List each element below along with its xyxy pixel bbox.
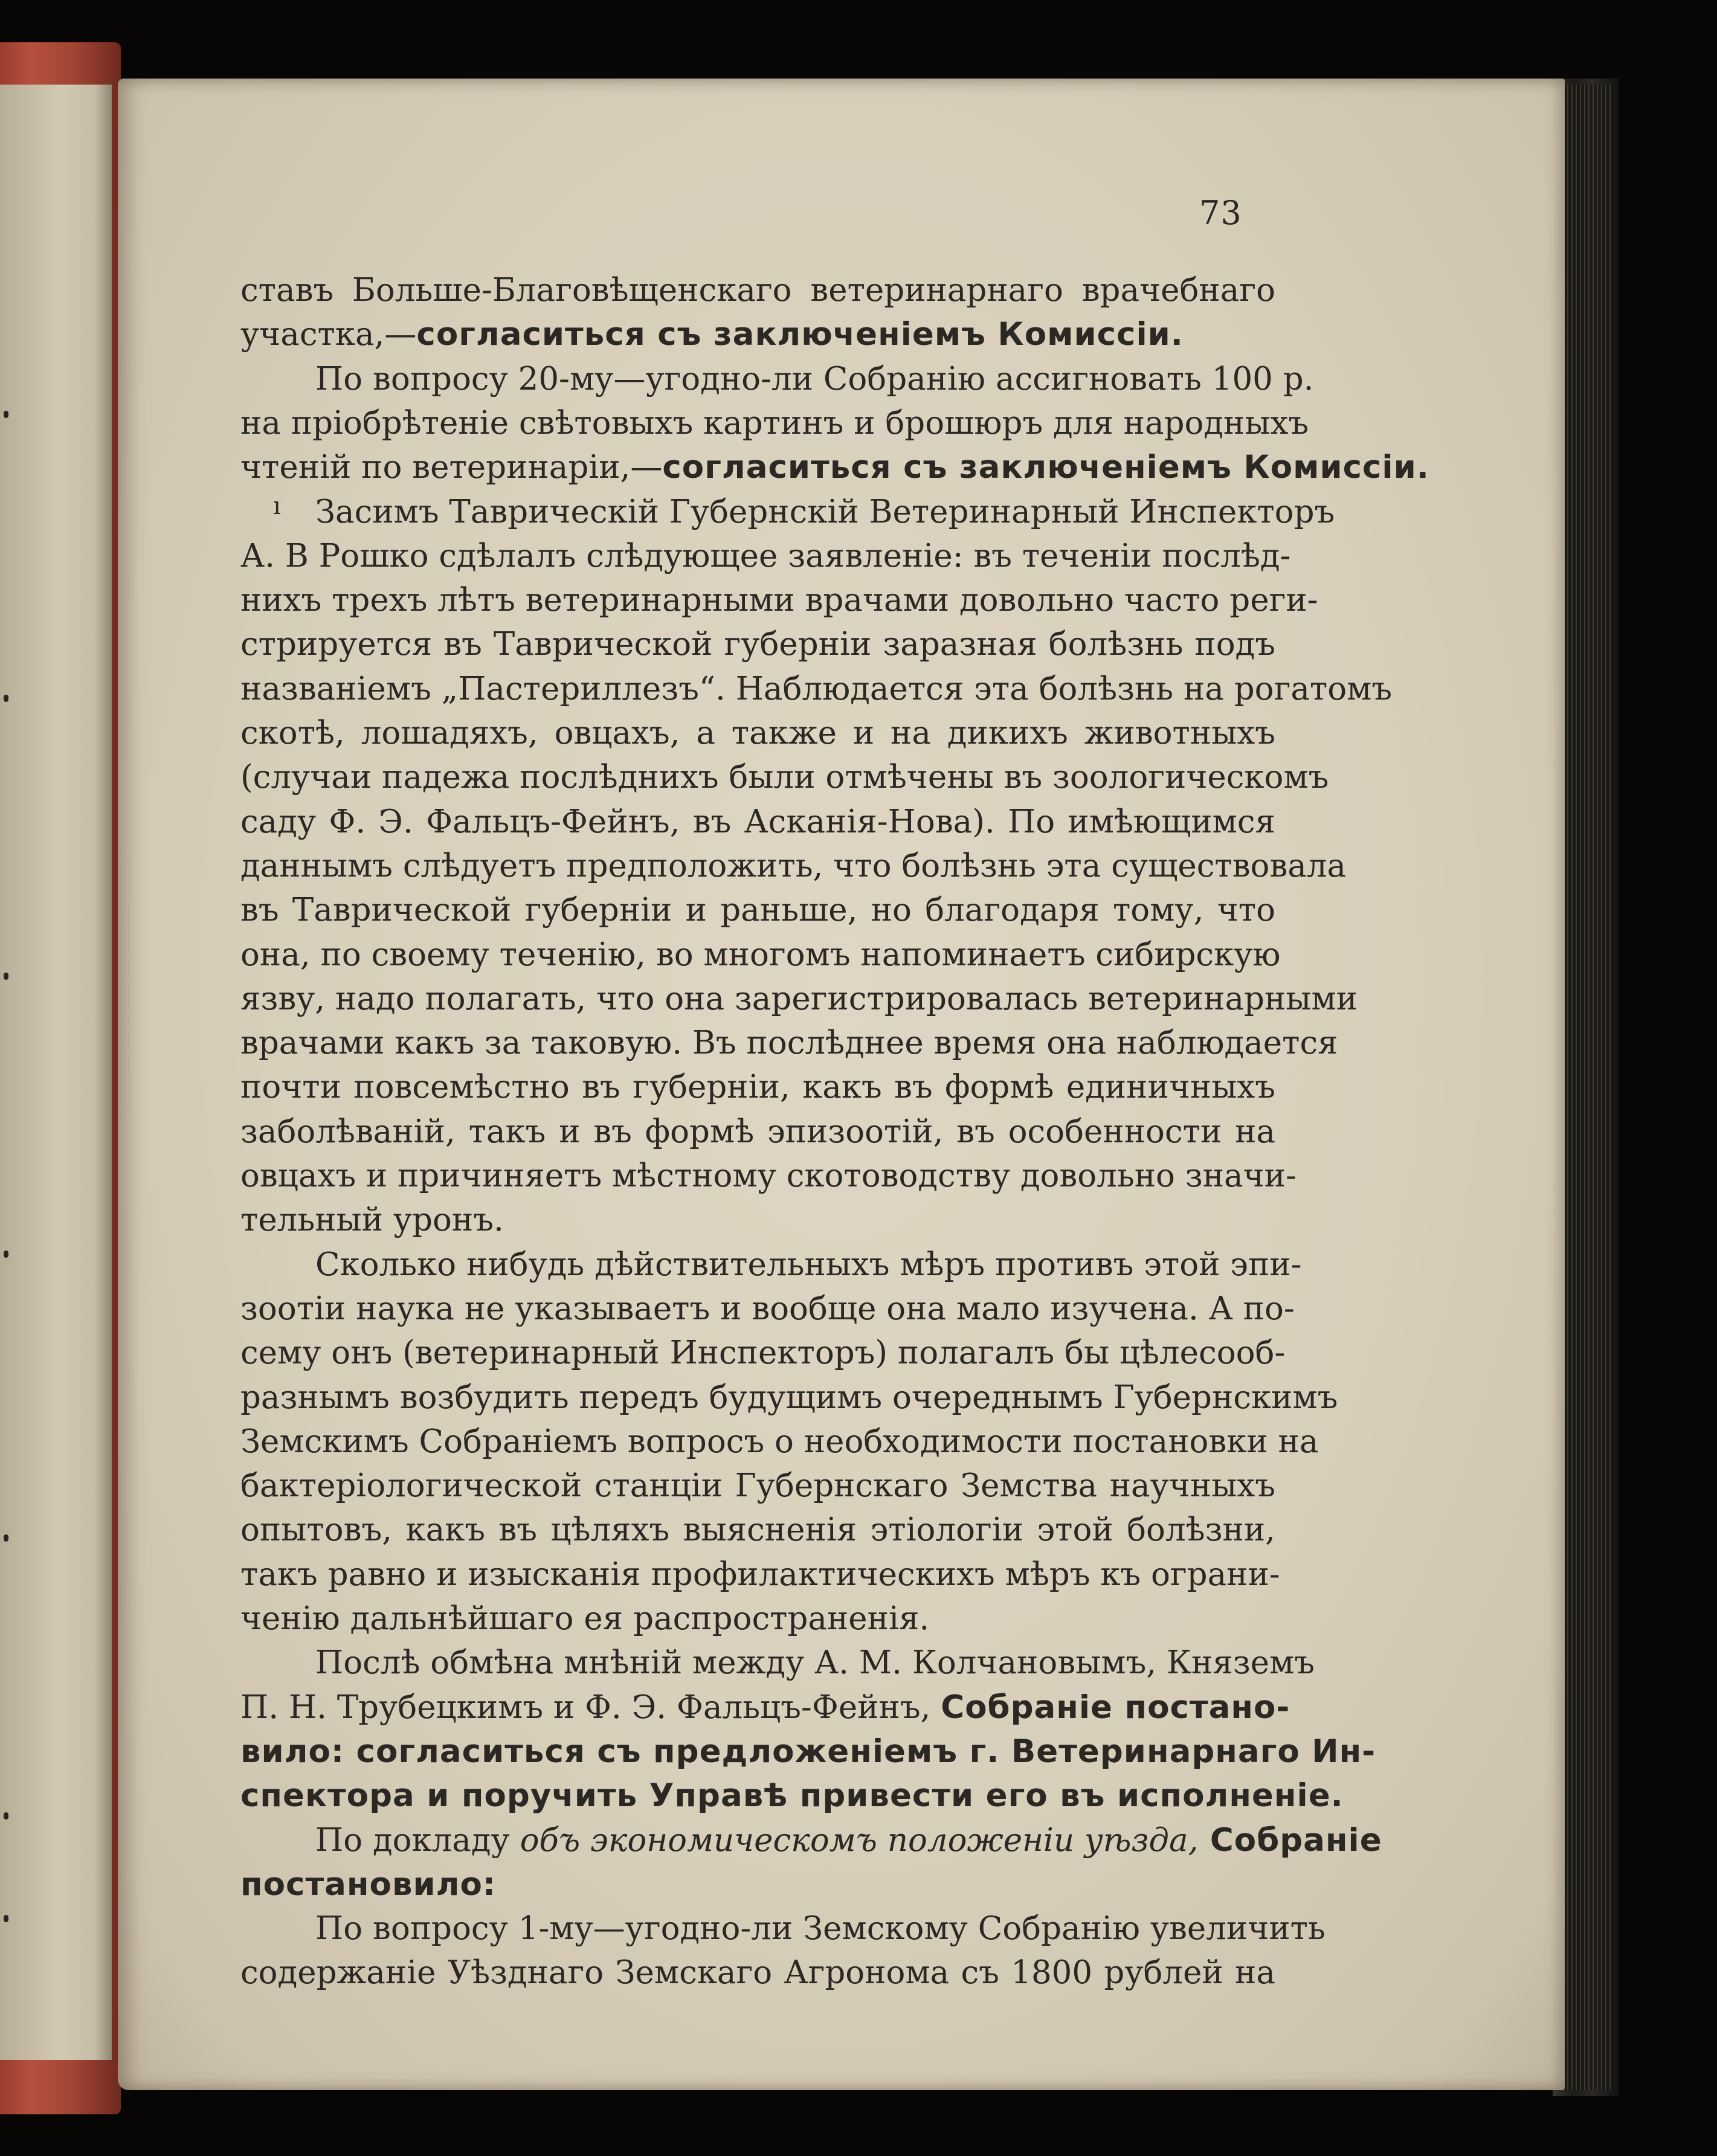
text-line (240, 1554, 1280, 1596)
text-line (240, 1066, 1275, 1109)
text-line (240, 1332, 1286, 1374)
text-line (240, 801, 1275, 843)
body-text: опытовъ, какъ въ цѣляхъ выясненія этіологіи этой болѣзни, (240, 1511, 1275, 1548)
text-line (315, 1642, 1315, 1684)
body-text: сему онъ (ветеринарный Инспекторъ) полагалъ бы цѣлесооб- (240, 1334, 1286, 1371)
text-line (240, 535, 1291, 578)
body-text: скотѣ, лошадяхъ, овцахъ, а также и на дикихъ животныхъ (240, 715, 1275, 751)
body-text: По вопросу 20-му—угодно-ли Собранію ассигновать 100 р. (315, 361, 1314, 397)
text-line (240, 1775, 1344, 1817)
text-line (240, 712, 1275, 755)
body-text: язву, надо полагать, что она зарегистрировалась ветеринарными (240, 980, 1358, 1017)
text-line (315, 1244, 1302, 1286)
text-line (240, 668, 1393, 710)
body-text: заболѣваній, такъ и въ формѣ эпизоотій, въ особенности на (240, 1113, 1275, 1150)
body-text: П. Н. Трубецкимъ и Ф. Э. Фальцъ-Фейнъ, (240, 1689, 941, 1726)
left-page-edge (0, 85, 112, 2060)
body-text: А. В Рошко сдѣлалъ слѣдующее заявленіе: въ теченіи послѣд- (240, 538, 1291, 574)
body-text: По вопросу 1-му—угодно-ли Земскому Собранію увеличить (315, 1910, 1326, 1947)
body-text: названіемъ „Пастериллезъ“. Наблюдается эта болѣзнь на рогатомъ (240, 671, 1393, 707)
body-text: тельный уронъ. (240, 1202, 504, 1238)
text-line (240, 1199, 1275, 1241)
body-text: бактеріологической станціи Губернскаго Земства научныхъ (240, 1467, 1275, 1504)
text-line (315, 1820, 1382, 1862)
text-line (240, 845, 1347, 887)
text-line (315, 358, 1314, 401)
body-text: Послѣ обмѣна мнѣній между А. М. Колчановымъ, Княземъ (315, 1644, 1315, 1681)
body-text: почти повсемѣстно въ губерніи, какъ въ формѣ единичныхъ (240, 1069, 1275, 1105)
bold-resolution-text: постановило: (240, 1866, 497, 1903)
body-text: Сколько нибудь дѣйствительныхъ мѣръ противъ этой эпи- (315, 1246, 1302, 1283)
italic-text: объ экономическомъ положеніи уѣзда, (520, 1822, 1199, 1859)
body-text: участка,— (240, 316, 417, 353)
page-block-leaves (1559, 85, 1613, 2090)
text-line (240, 889, 1275, 932)
text-line (240, 1022, 1338, 1064)
body-text: (случаи падежа послѣднихъ были отмѣчены въ зоологическомъ (240, 759, 1329, 796)
text-line (240, 314, 1275, 356)
bold-resolution-text: согласиться съ заключеніемъ Комиссіи. (662, 449, 1429, 486)
body-text: стрируется въ Таврической губерніи заразная болѣзнь подъ (240, 626, 1275, 663)
text-line (240, 1155, 1297, 1197)
text-line (240, 1864, 1275, 1906)
text-line (240, 978, 1358, 1020)
body-text: Засимъ Таврическій Губернскій Ветеринарный Инспекторъ (315, 494, 1335, 530)
text-line (240, 1465, 1275, 1507)
body-text: разнымъ возбудить передъ будущимъ очереднымъ Губернскимъ (240, 1379, 1338, 1416)
ink-speck (4, 411, 8, 418)
ink-speck (4, 1250, 8, 1258)
text-line (240, 1377, 1338, 1419)
bold-resolution-text: вило: согласиться съ предложеніемъ г. Ветеринарнаго Ин- (240, 1733, 1376, 1770)
text-line (240, 1598, 1275, 1640)
body-text: такъ равно и изысканія профилактическихъ мѣръ къ ограни- (240, 1556, 1280, 1593)
ink-speck (4, 1534, 8, 1542)
body-text: содержаніе Уѣзднаго Земскаго Агронома съ 1800 рублей на (240, 1954, 1275, 1991)
text-line (240, 446, 1429, 489)
body-text: овцахъ и причиняетъ мѣстному скотоводству довольно значи- (240, 1157, 1297, 1194)
text-line (240, 402, 1309, 445)
ink-speck (4, 1915, 8, 1922)
bold-resolution-text: Собраніе постано- (941, 1689, 1290, 1726)
text-line (240, 1111, 1275, 1153)
body-text: въ Таврической губерніи и раньше, но благодаря тому, что (240, 892, 1275, 928)
text-line (240, 1687, 1290, 1729)
body-text: она, по своему теченію, во многомъ напоминаетъ сибирскую (240, 936, 1281, 973)
text-line (240, 1288, 1295, 1330)
text-line (240, 1509, 1275, 1551)
bold-resolution-text: спектора и поручить Управѣ привести его въ исполненіе. (240, 1777, 1344, 1814)
ink-speck (4, 695, 8, 702)
bold-resolution-text: Собраніе (1198, 1822, 1382, 1859)
stray-mark: ı (273, 492, 281, 520)
text-line (240, 1952, 1275, 1994)
body-text: чтеній по ветеринаріи,— (240, 449, 663, 486)
body-text: Земскимъ Собраніемъ вопросъ о необходимости постановки на (240, 1423, 1319, 1460)
body-text: По докладу (315, 1822, 520, 1859)
body-text: на пріобрѣтеніе свѣтовыхъ картинъ и брошюръ для народныхъ (240, 405, 1309, 442)
body-text: зоотіи наука не указываетъ и вообще она мало изучена. А по- (240, 1290, 1295, 1327)
body-text: саду Ф. Э. Фальцъ-Фейнъ, въ Асканія-Нова). По имѣющимся (240, 803, 1275, 840)
body-text: врачами какъ за таковую. Въ послѣднее время она наблюдается (240, 1025, 1338, 1061)
text-line (315, 1908, 1326, 1950)
text-line (240, 623, 1275, 666)
text-line (240, 756, 1329, 799)
text-line (240, 269, 1275, 312)
ink-speck (4, 973, 8, 980)
body-text: ставъ Больше-Благовѣщенскаго ветеринарнаго врачебнаго (240, 272, 1275, 309)
text-line (315, 491, 1335, 533)
text-line (240, 1421, 1319, 1463)
bold-resolution-text: согласиться съ заключеніемъ Комиссіи. (416, 316, 1184, 353)
text-line (240, 579, 1318, 622)
body-text: ченію дальнѣйшаго ея распространенія. (240, 1600, 930, 1637)
text-line (240, 934, 1281, 976)
body-text: нихъ трехъ лѣтъ ветеринарными врачами довольно часто реги- (240, 582, 1318, 619)
page-number: 73 (1199, 194, 1242, 232)
body-text: даннымъ слѣдуетъ предположить, что болѣзнь эта существовала (240, 848, 1347, 884)
ink-speck (4, 1812, 8, 1820)
text-line (240, 1731, 1376, 1773)
